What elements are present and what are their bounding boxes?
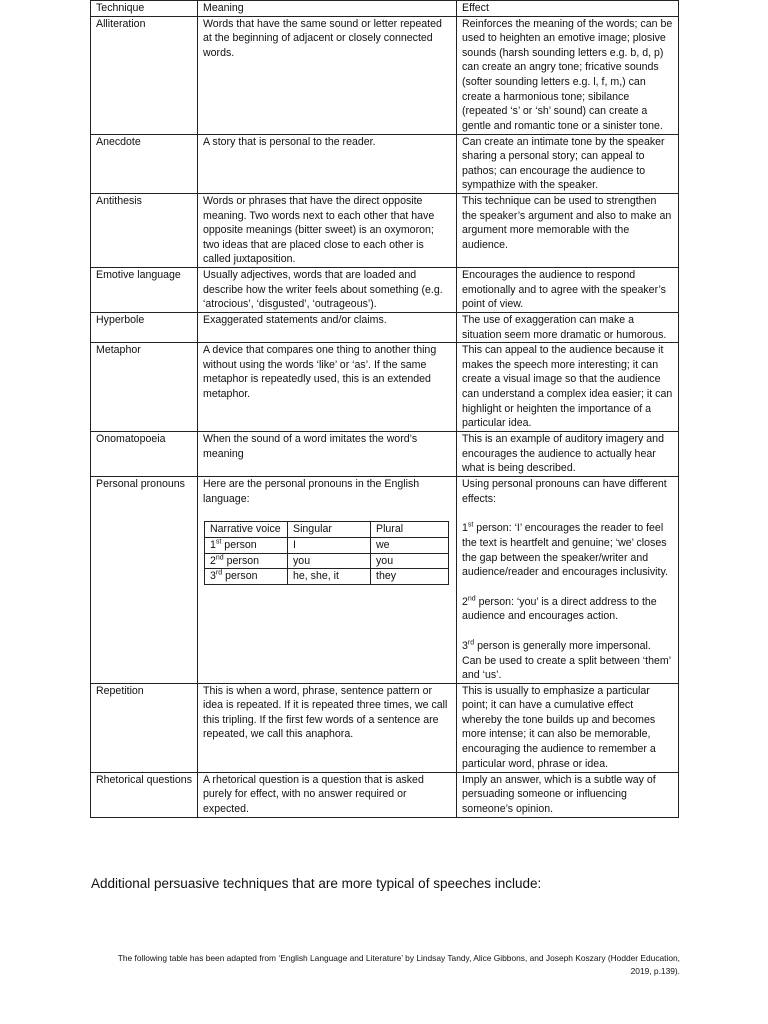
effect-cell: This can appeal to the audience because it makes the speech more interesting; it can create a visual image so that the audience can understand a complex idea easier; it can highlight or heighten the importance of a particular idea. <box>457 343 679 432</box>
header-technique: Technique <box>91 1 198 17</box>
source-note: The following table has been adapted from ‘English Language and Literature’ by Lindsay Tandy, Alice Gibbons, and Joseph Koszary (Hodder Education, 2019, p.139). <box>117 953 680 976</box>
pronoun-voice: 1st person <box>205 537 288 553</box>
meaning-cell: Usually adjectives, words that are loaded and describe how the writer feels about something (e.g. ‘atrocious’, ‘disgusted’, ‘outrageous’). <box>198 267 457 312</box>
meaning-cell: Words that have the same sound or letter repeated at the beginning of adjacent or closely connected words. <box>198 16 457 134</box>
pronoun-plural: you <box>371 553 449 569</box>
section-heading: Additional persuasive techniques that are more typical of speeches include: <box>91 876 542 891</box>
effect-point: 3rd person is generally more impersonal. Can be used to create a split between ‘them’ and ‘us’. <box>462 639 671 682</box>
persuasive-techniques-table <box>90 0 679 818</box>
pronoun-singular: I <box>288 537 371 553</box>
table-row <box>91 432 679 477</box>
table-row <box>91 477 679 684</box>
table-row <box>91 772 679 817</box>
technique-cell: Anecdote <box>91 134 198 193</box>
effect-cell: Imply an answer, which is a subtle way of persuading someone or influencing someone’s opinion. <box>457 772 679 817</box>
technique-cell: Antithesis <box>91 193 198 267</box>
meaning-cell: When the sound of a word imitates the word’s meaning <box>198 432 457 477</box>
meaning-cell: A story that is personal to the reader. <box>198 134 457 193</box>
technique-cell: Metaphor <box>91 343 198 432</box>
pronoun-header-plural: Plural <box>371 522 449 538</box>
effect-point: 1st person: ‘I’ encourages the reader to feel the text is heartfelt and genuine; ‘we’ closes the gap between the speaker/writer and audience/reader and encourages inclusivity. <box>462 521 668 579</box>
pronoun-row <box>205 537 449 553</box>
effect-cell: This is usually to emphasize a particular point; it can have a cumulative effect whereby the tone builds up and becomes more intense; it can also be memorable, encouraging the audience to remember a particular word, phrase or idea. <box>457 683 679 772</box>
meaning-cell: This is when a word, phrase, sentence pattern or idea is repeated. If it is repeated three times, we call this tripling. If the first few words of a sentence are repeated, we call this anaphora. <box>198 683 457 772</box>
technique-cell: Onomatopoeia <box>91 432 198 477</box>
meaning-cell: A rhetorical question is a question that is asked purely for effect, with no answer required or expected. <box>198 772 457 817</box>
table-row <box>91 267 679 312</box>
pronoun-singular: you <box>288 553 371 569</box>
technique-cell: Repetition <box>91 683 198 772</box>
pronoun-voice: 2nd person <box>205 553 288 569</box>
pronoun-plural: we <box>371 537 449 553</box>
pronoun-row <box>205 553 449 569</box>
table-row <box>91 134 679 193</box>
header-meaning: Meaning <box>198 1 457 17</box>
table-row <box>91 193 679 267</box>
pronoun-header-voice: Narrative voice <box>205 522 288 538</box>
effect-point: 2nd person: ‘you’ is a direct address to the audience and encourages action. <box>462 595 657 623</box>
header-effect: Effect <box>457 1 679 17</box>
pronoun-plural: they <box>371 569 449 585</box>
pronoun-intro: Here are the personal pronouns in the English language: <box>203 478 420 505</box>
effect-cell: Can create an intimate tone by the speaker sharing a personal story; can appeal to pathos; can encourage the audience to sympathize with the speaker. <box>457 134 679 193</box>
table-row <box>91 312 679 342</box>
effect-cell: Encourages the audience to respond emotionally and to agree with the speaker’s point of view. <box>457 267 679 312</box>
table-header-row <box>91 1 679 17</box>
pronoun-header-row <box>205 522 449 538</box>
table-row <box>91 343 679 432</box>
effect-cell: This is an example of auditory imagery and encourages the audience to actually hear what is being described. <box>457 432 679 477</box>
meaning-cell: Exaggerated statements and/or claims. <box>198 312 457 342</box>
effect-cell: This technique can be used to strengthen the speaker’s argument and also to make an argument more memorable with the audience. <box>457 193 679 267</box>
technique-cell: Hyperbole <box>91 312 198 342</box>
effect-cell: The use of exaggeration can make a situation seem more dramatic or humorous. <box>457 312 679 342</box>
meaning-cell <box>198 477 457 684</box>
pronoun-row <box>205 569 449 585</box>
table-row <box>91 16 679 134</box>
table-row <box>91 683 679 772</box>
pronoun-singular: he, she, it <box>288 569 371 585</box>
meaning-cell: A device that compares one thing to another thing without using the words ‘like’ or ‘as’. If the same metaphor is repeatedly used, this is an extended metaphor. <box>198 343 457 432</box>
technique-cell: Personal pronouns <box>91 477 198 684</box>
pronoun-header-singular: Singular <box>288 522 371 538</box>
effect-cell <box>457 477 679 684</box>
technique-cell: Rhetorical questions <box>91 772 198 817</box>
technique-cell: Alliteration <box>91 16 198 134</box>
effect-cell: Reinforces the meaning of the words; can be used to heighten an emotive image; plosive sounds (harsh sounding letters e.g. b, d, p) can create an angry tone; fricative sounds (softer sounding letters e.g. l, f, m,) can create a harmonious tone; sibilance (repeated ‘s’ or ‘sh’ sound) can create a gentle and romantic tone or a sinister tone. <box>457 16 679 134</box>
meaning-cell: Words or phrases that have the direct opposite meaning. Two words next to each other that have opposite meanings (bitter sweet) is an oxymoron; two ideas that are placed close to each other is called juxtaposition. <box>198 193 457 267</box>
pronoun-voice: 3rd person <box>205 569 288 585</box>
technique-cell: Emotive language <box>91 267 198 312</box>
effect-intro: Using personal pronouns can have different effects: <box>462 478 667 505</box>
pronoun-table <box>204 521 449 584</box>
